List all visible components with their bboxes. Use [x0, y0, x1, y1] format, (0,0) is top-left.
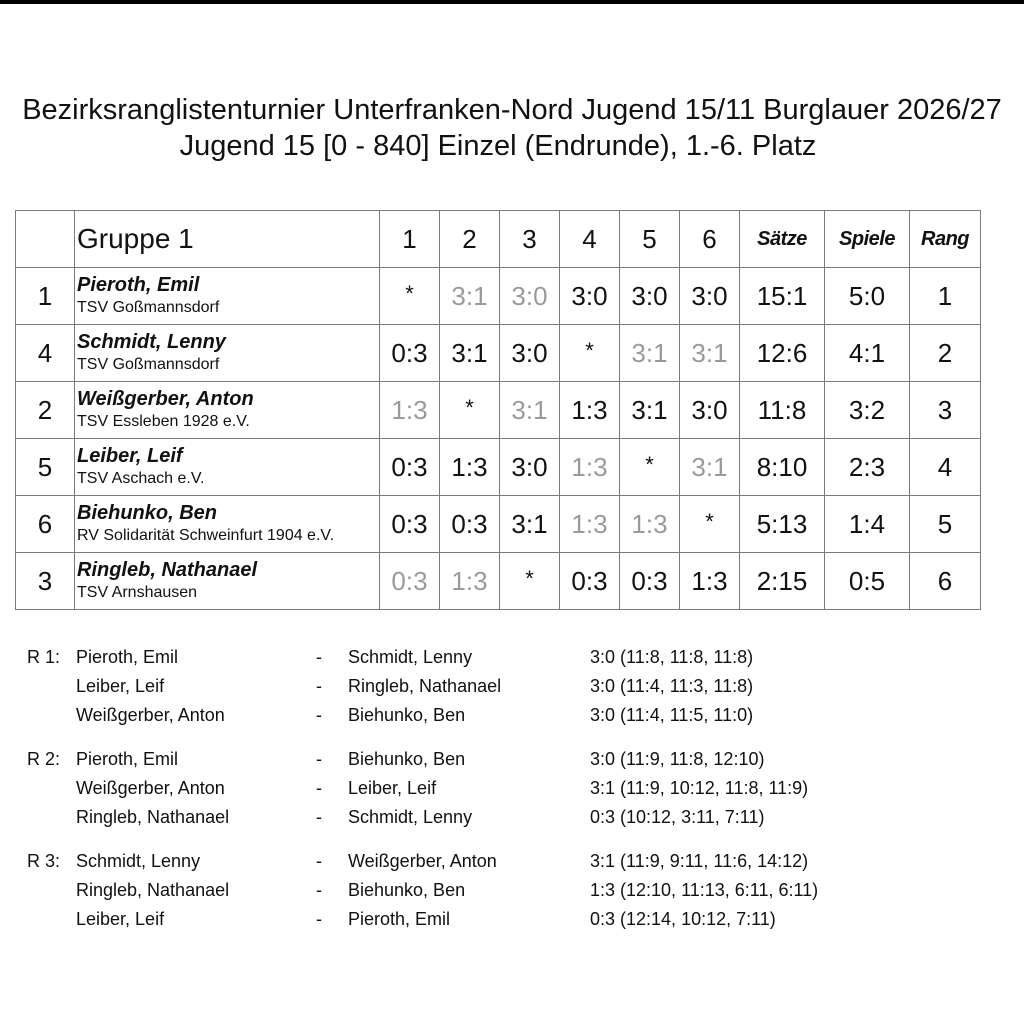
seed-number: 6: [16, 496, 75, 553]
sets-total: 5:13: [740, 496, 825, 553]
header-saetze: Sätze: [740, 211, 825, 268]
player-one: Leiber, Leif: [76, 676, 165, 696]
match-result: 3:0: [511, 451, 548, 482]
result-cell: [380, 382, 440, 439]
match-result: 3:0: [631, 280, 668, 311]
result-cell: [680, 553, 740, 610]
match-row: [0, 703, 1024, 727]
match-result: 3:1: [511, 508, 548, 539]
match-score: 3:0 (11:9, 11:8, 12:10): [590, 749, 765, 769]
rank: 3: [910, 382, 981, 439]
result-cell: [620, 553, 680, 610]
match-row: [0, 805, 1024, 829]
match-result: 0:3: [391, 337, 428, 368]
match-result: 1:3: [451, 451, 488, 482]
result-cell: [500, 325, 560, 382]
player-two: Schmidt, Lenny: [348, 647, 473, 667]
match-score: 0:3 (12:14, 10:12, 7:11): [590, 909, 776, 929]
sets-total: 8:10: [740, 439, 825, 496]
result-cell: [440, 553, 500, 610]
player-name: Leiber, Leif: [77, 445, 183, 467]
self-match-marker: *: [405, 280, 414, 306]
match-result: 3:1: [691, 451, 728, 482]
result-cell: [500, 439, 560, 496]
match-result: 0:3: [391, 565, 428, 596]
table-row: [16, 553, 981, 610]
player-two: Pieroth, Emil: [348, 909, 451, 929]
match-score: 3:0 (11:4, 11:5, 11:0): [590, 705, 754, 725]
match-row: [0, 776, 1024, 800]
player-two: Schmidt, Lenny: [348, 807, 473, 827]
result-cell: [380, 439, 440, 496]
result-cell: [680, 439, 740, 496]
header-rang: Rang: [910, 211, 981, 268]
result-cell: [500, 553, 560, 610]
player-club: RV Solidarität Schweinfurt 1904 e.V.: [77, 527, 335, 544]
match-result: 1:3: [571, 394, 608, 425]
player-one: Ringleb, Nathanael: [76, 807, 230, 827]
seed-number: 4: [16, 325, 75, 382]
player-one: Schmidt, Lenny: [76, 851, 201, 871]
self-match-marker: *: [705, 508, 714, 534]
player-name: Ringleb, Nathanael: [77, 559, 258, 581]
player-name: Pieroth, Emil: [77, 274, 200, 296]
seed-number: 3: [16, 553, 75, 610]
header-col-6: 6: [680, 211, 740, 268]
match-result: 3:1: [691, 337, 728, 368]
match-row: [0, 907, 1024, 931]
result-cell: [380, 268, 440, 325]
match-score: 3:1 (11:9, 10:12, 11:8, 11:9): [590, 778, 809, 798]
match-row: [0, 674, 1024, 698]
rank: 5: [910, 496, 981, 553]
group-standings-table: [15, 210, 981, 610]
sets-total: 15:1: [740, 268, 825, 325]
match-result: 3:1: [451, 280, 488, 311]
result-cell: [680, 325, 740, 382]
table-row: [16, 382, 981, 439]
versus-dash: -: [316, 749, 322, 769]
player-club: TSV Goßmannsdorf: [77, 299, 220, 316]
result-cell: [560, 439, 620, 496]
games-total: 3:2: [825, 382, 910, 439]
player-two: Biehunko, Ben: [348, 705, 466, 725]
player-one: Pieroth, Emil: [76, 647, 179, 667]
games-total: 5:0: [825, 268, 910, 325]
result-cell: [440, 439, 500, 496]
table-row: [16, 268, 981, 325]
result-cell: [680, 496, 740, 553]
result-cell: [560, 496, 620, 553]
games-total: 0:5: [825, 553, 910, 610]
match-row: [0, 849, 1024, 873]
player-cell: [75, 496, 380, 553]
versus-dash: -: [316, 851, 322, 871]
result-cell: [440, 382, 500, 439]
result-cell: [620, 496, 680, 553]
header-pos-cell: [16, 211, 75, 268]
self-match-marker: *: [645, 451, 654, 477]
rank: 4: [910, 439, 981, 496]
header-spiele: Spiele: [825, 211, 910, 268]
round-label: R 1:: [27, 647, 61, 667]
versus-dash: -: [316, 705, 322, 725]
player-cell: [75, 268, 380, 325]
player-one: Weißgerber, Anton: [76, 778, 225, 798]
table-row: [16, 325, 981, 382]
games-total: 4:1: [825, 325, 910, 382]
match-result: 1:3: [451, 565, 488, 596]
round-label: R 3:: [27, 851, 61, 871]
match-score: 3:0 (11:4, 11:3, 11:8): [590, 676, 754, 696]
result-cell: [440, 268, 500, 325]
self-match-marker: *: [585, 337, 594, 363]
match-result: 3:0: [511, 337, 548, 368]
rank: 2: [910, 325, 981, 382]
match-result: 1:3: [631, 508, 668, 539]
match-result: 3:1: [631, 337, 668, 368]
rank: 6: [910, 553, 981, 610]
match-result: 0:3: [571, 565, 608, 596]
match-result: 1:3: [571, 508, 608, 539]
sets-total: 2:15: [740, 553, 825, 610]
match-row: [0, 747, 1024, 771]
player-club: TSV Essleben 1928 e.V.: [77, 413, 250, 430]
header-col-1: 1: [380, 211, 440, 268]
match-score: 3:1 (11:9, 9:11, 11:6, 14:12): [590, 851, 809, 871]
versus-dash: -: [316, 807, 322, 827]
match-result: 3:1: [631, 394, 668, 425]
match-score: 3:0 (11:8, 11:8, 11:8): [590, 647, 754, 667]
player-cell: [75, 325, 380, 382]
match-result: 3:1: [451, 337, 488, 368]
result-cell: [620, 325, 680, 382]
player-name: Schmidt, Lenny: [77, 331, 226, 353]
player-club: TSV Arnshausen: [77, 584, 198, 601]
rank: 1: [910, 268, 981, 325]
player-one: Ringleb, Nathanael: [76, 880, 230, 900]
result-cell: [620, 268, 680, 325]
result-cell: [620, 439, 680, 496]
table-header-row: [16, 211, 981, 268]
result-cell: [500, 268, 560, 325]
match-result: 0:3: [391, 508, 428, 539]
player-name: Biehunko, Ben: [77, 502, 218, 524]
player-club: TSV Aschach e.V.: [77, 470, 205, 487]
match-result: 0:3: [391, 451, 428, 482]
player-one: Weißgerber, Anton: [76, 705, 225, 725]
result-cell: [680, 268, 740, 325]
player-two: Biehunko, Ben: [348, 749, 466, 769]
result-cell: [560, 268, 620, 325]
round-label: R 2:: [27, 749, 61, 769]
header-col-5: 5: [620, 211, 680, 268]
player-two: Biehunko, Ben: [348, 880, 466, 900]
versus-dash: -: [316, 909, 322, 929]
standings-body: [16, 268, 981, 610]
games-total: 2:3: [825, 439, 910, 496]
title-block: [0, 92, 1024, 164]
header-col-2: 2: [440, 211, 500, 268]
match-result: 1:3: [691, 565, 728, 596]
player-one: Leiber, Leif: [76, 909, 165, 929]
header-col-3: 3: [500, 211, 560, 268]
player-club: TSV Goßmannsdorf: [77, 356, 220, 373]
competition-subtitle: Jugend 15 [0 - 840] Einzel (Endrunde), 1.-6. Platz: [179, 130, 817, 162]
match-result: 3:0: [691, 280, 728, 311]
seed-number: 2: [16, 382, 75, 439]
match-result: 1:3: [571, 451, 608, 482]
player-two: Leiber, Leif: [348, 778, 437, 798]
header-col-4: 4: [560, 211, 620, 268]
result-cell: [500, 382, 560, 439]
result-cell: [380, 553, 440, 610]
seed-number: 5: [16, 439, 75, 496]
top-border-bar: [0, 0, 1024, 4]
player-two: Ringleb, Nathanael: [348, 676, 502, 696]
result-cell: [440, 496, 500, 553]
match-result: 3:0: [511, 280, 548, 311]
player-cell: [75, 553, 380, 610]
match-row: [0, 645, 1024, 669]
match-result: 0:3: [631, 565, 668, 596]
result-cell: [440, 325, 500, 382]
player-cell: [75, 382, 380, 439]
match-result: 1:3: [391, 394, 428, 425]
versus-dash: -: [316, 647, 322, 667]
match-row: [0, 878, 1024, 902]
sets-total: 12:6: [740, 325, 825, 382]
versus-dash: -: [316, 880, 322, 900]
group-label: Gruppe 1: [75, 211, 380, 268]
result-cell: [500, 496, 560, 553]
result-cell: [560, 553, 620, 610]
match-result: 3:1: [511, 394, 548, 425]
player-name: Weißgerber, Anton: [77, 388, 254, 410]
self-match-marker: *: [465, 394, 474, 420]
player-one: Pieroth, Emil: [76, 749, 179, 769]
result-cell: [620, 382, 680, 439]
games-total: 1:4: [825, 496, 910, 553]
versus-dash: -: [316, 676, 322, 696]
player-two: Weißgerber, Anton: [348, 851, 497, 871]
table-row: [16, 496, 981, 553]
result-cell: [380, 496, 440, 553]
result-cell: [560, 382, 620, 439]
result-cell: [560, 325, 620, 382]
table-row: [16, 439, 981, 496]
seed-number: 1: [16, 268, 75, 325]
result-cell: [680, 382, 740, 439]
sets-total: 11:8: [740, 382, 825, 439]
match-result: 0:3: [451, 508, 488, 539]
player-cell: [75, 439, 380, 496]
result-cell: [380, 325, 440, 382]
self-match-marker: *: [525, 565, 534, 591]
versus-dash: -: [316, 778, 322, 798]
match-result: 3:0: [691, 394, 728, 425]
tournament-title: Bezirksranglistenturnier Unterfranken-Nord Jugend 15/11 Burglauer 2026/27: [22, 94, 1002, 126]
match-result: 3:0: [571, 280, 608, 311]
match-score: 0:3 (10:12, 3:11, 7:11): [590, 807, 765, 827]
match-score: 1:3 (12:10, 11:13, 6:11, 6:11): [590, 880, 819, 900]
